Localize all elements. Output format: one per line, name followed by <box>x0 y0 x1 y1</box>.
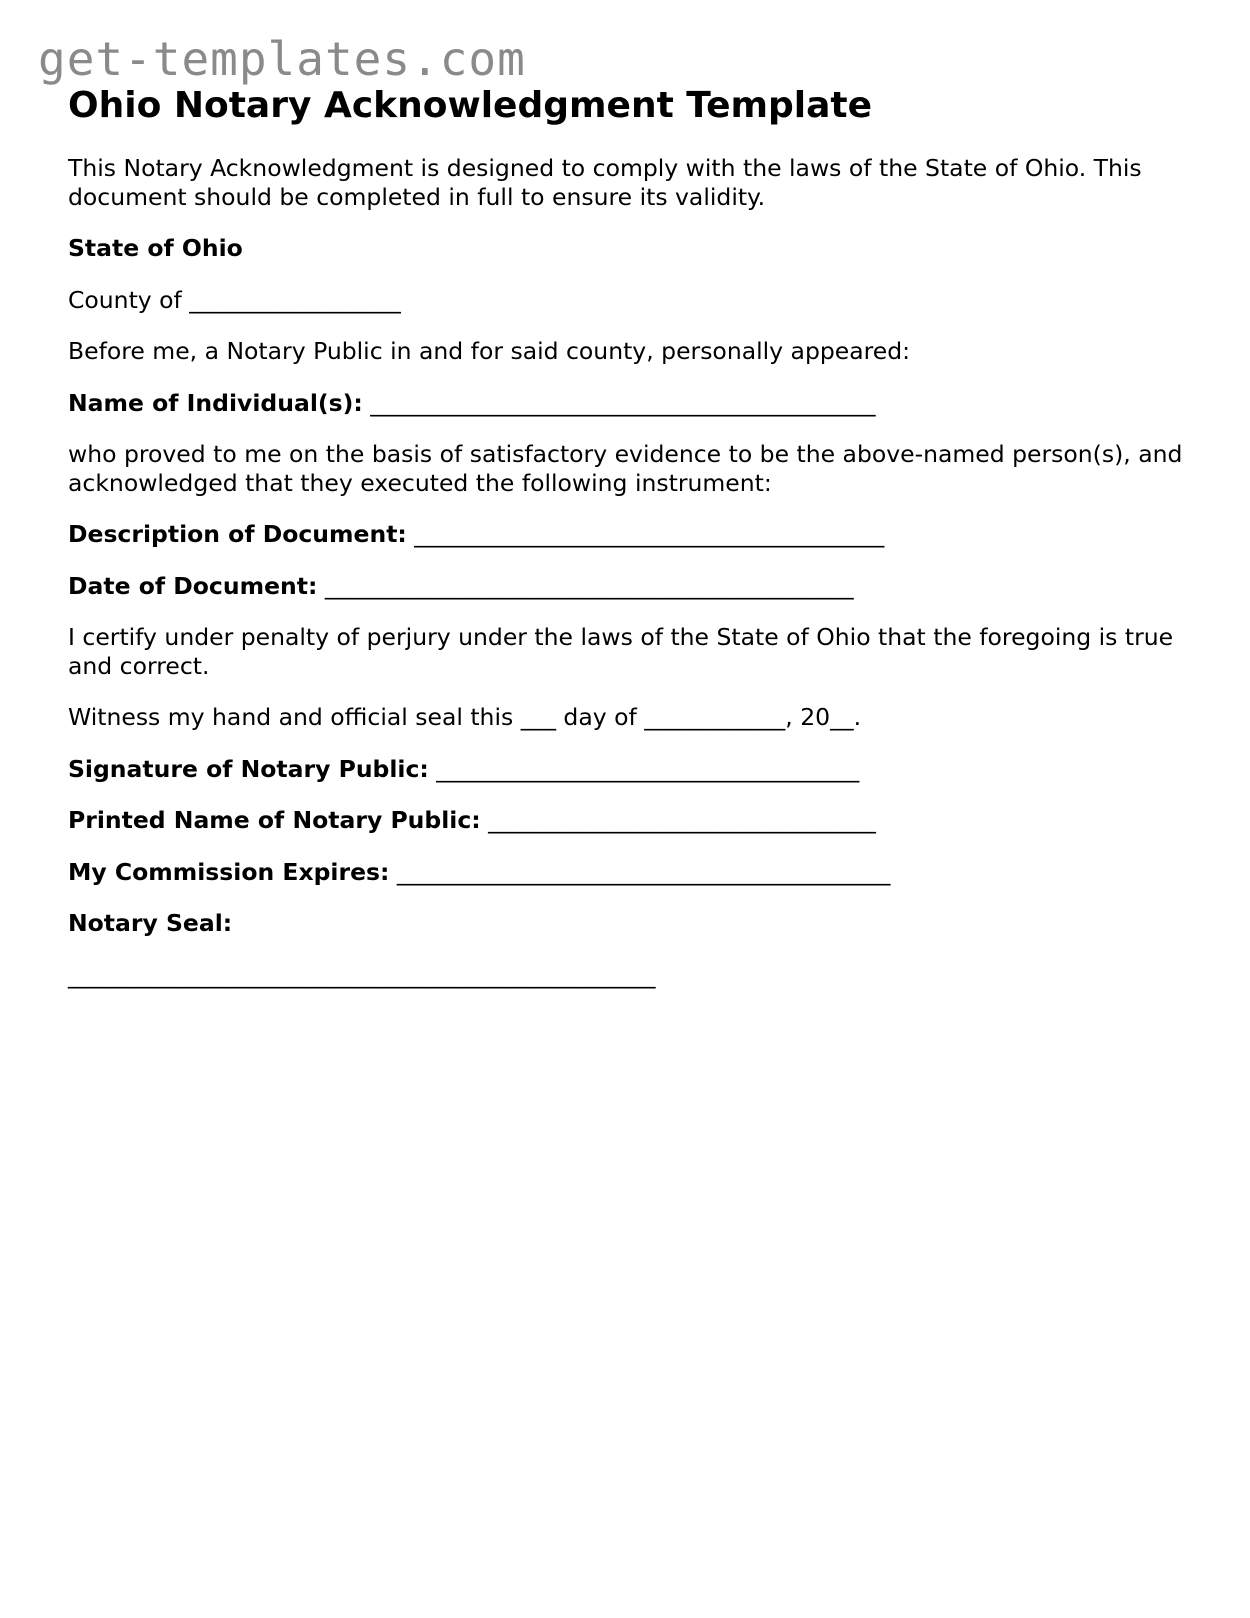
date-blank[interactable]: _____________________________________________ <box>317 571 854 600</box>
printed-name-blank[interactable]: _________________________________ <box>480 806 876 835</box>
county-blank[interactable]: __________________ <box>189 285 401 314</box>
signature-field <box>68 755 1188 784</box>
witness-month-blank[interactable]: ____________ <box>644 703 786 732</box>
intro-paragraph: This Notary Acknowledgment is designed to comply with the laws of the State of Ohio. This document should be completed in full to ensure its validity. <box>68 154 1142 211</box>
witness-year-blank[interactable]: __ <box>830 703 854 732</box>
date-label: Date of Document: <box>68 571 318 600</box>
signature-blank[interactable]: ____________________________________ <box>428 754 860 783</box>
witness-text-1: Witness my hand and official seal this <box>68 703 521 732</box>
witness-text-2: day of <box>555 703 645 732</box>
seal-blank[interactable]: __________________________________________________ <box>68 960 656 989</box>
name-field <box>68 389 1188 418</box>
document-page <box>68 84 1188 1012</box>
printed-name-label: Printed Name of Notary Public: <box>68 806 481 835</box>
seal-label: Notary Seal: <box>68 909 233 938</box>
name-label: Name of Individual(s): <box>68 388 363 417</box>
document-title: Ohio Notary Acknowledgment Template <box>68 85 873 126</box>
commission-field <box>68 858 1188 887</box>
county-field <box>68 286 1188 315</box>
state-heading: State of Ohio <box>68 234 243 263</box>
signature-label: Signature of Notary Public: <box>68 754 429 783</box>
county-label: County of <box>68 285 190 314</box>
appeared-paragraph: Before me, a Notary Public in and for said county, personally appeared: <box>68 337 911 366</box>
date-field <box>68 572 1188 601</box>
commission-blank[interactable]: __________________________________________ <box>389 857 891 886</box>
witness-day-blank[interactable]: ___ <box>520 703 556 732</box>
printed-name-field <box>68 806 1188 835</box>
description-blank[interactable]: ________________________________________ <box>406 520 885 549</box>
watermark: get-templates.com <box>38 32 526 86</box>
name-blank[interactable]: ___________________________________________ <box>362 388 876 417</box>
certify-paragraph: I certify under penalty of perjury under the laws of the State of Ohio that the foregoing is true and correct. <box>68 623 1174 680</box>
description-label: Description of Document: <box>68 520 407 549</box>
witness-text-3: , 20 <box>785 703 831 732</box>
witness-text-4: . <box>853 703 862 732</box>
commission-label: My Commission Expires: <box>68 857 390 886</box>
witness-line <box>68 703 1188 732</box>
proved-paragraph: who proved to me on the basis of satisfactory evidence to be the above-named person(s), and acknowledged that they executed the following instrument: <box>68 440 1183 497</box>
description-field <box>68 520 1188 549</box>
